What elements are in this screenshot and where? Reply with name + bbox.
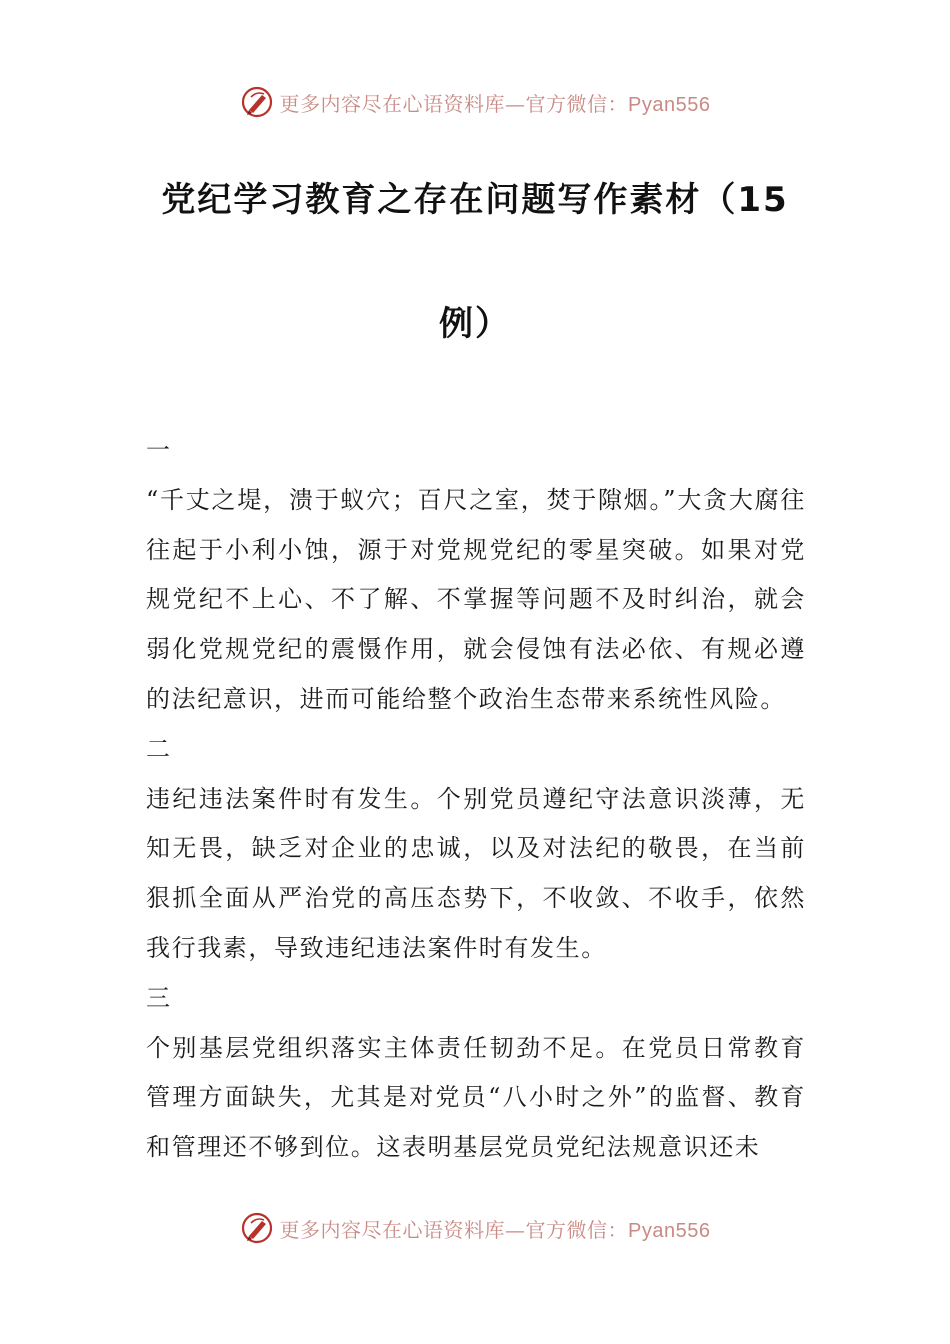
header-banner-text	[280, 88, 711, 117]
footer-banner-text	[280, 1214, 711, 1243]
section-paragraph: 违纪违法案件时有发生。个别党员遵纪守法意识淡薄，无知无畏，缺乏对企业的忠诚，以及对法纪的敬畏，在当前狠抓全面从严治党的高压态势下，不收敛、不收手，依然我行我素，导致违纪违法案件时有发生。	[146, 784, 806, 962]
section-paragraph: “千丈之堤，溃于蚁穴；百尺之室，焚于隙烟。”大贪大腐往往起于小利小蚀，源于对党规党纪的零星突破。如果对党规党纪不上心、不了解、不掌握等问题不及时纠治，就会弱化党规党纪的震慑作用，就会侵蚀有法必依、有规必遵的法纪意识，进而可能给整个政治生态带来系统性风险。	[146, 485, 806, 713]
footer-wechat-id: Pyan556	[628, 1219, 711, 1242]
section-number: 三	[146, 983, 170, 1012]
section-paragraph: 个别基层党组织落实主体责任韧劲不足。在党员日常教育管理方面缺失，尤其是对党员“八小时之外”的监督、教育和管理还不够到位。这表明基层党员党纪法规意识还未	[146, 1033, 806, 1162]
footer-banner-label: 更多内容尽在心语资料库—官方微信：	[279, 1217, 629, 1242]
header-banner-label: 更多内容尽在心语资料库—官方微信：	[279, 91, 629, 116]
section-number: 一	[146, 436, 170, 464]
footer-watermark-banner	[0, 1208, 950, 1248]
document-body	[146, 426, 806, 1173]
header-wechat-id: Pyan556	[628, 93, 711, 116]
page-title-line-2: 例）	[439, 304, 511, 344]
pen-logo-icon	[240, 1211, 274, 1245]
section-number: 二	[146, 734, 170, 763]
header-watermark-banner	[0, 82, 950, 122]
pen-logo-icon	[240, 85, 274, 119]
page-title-line-1: 党纪学习教育之存在问题写作素材（15	[161, 180, 789, 220]
